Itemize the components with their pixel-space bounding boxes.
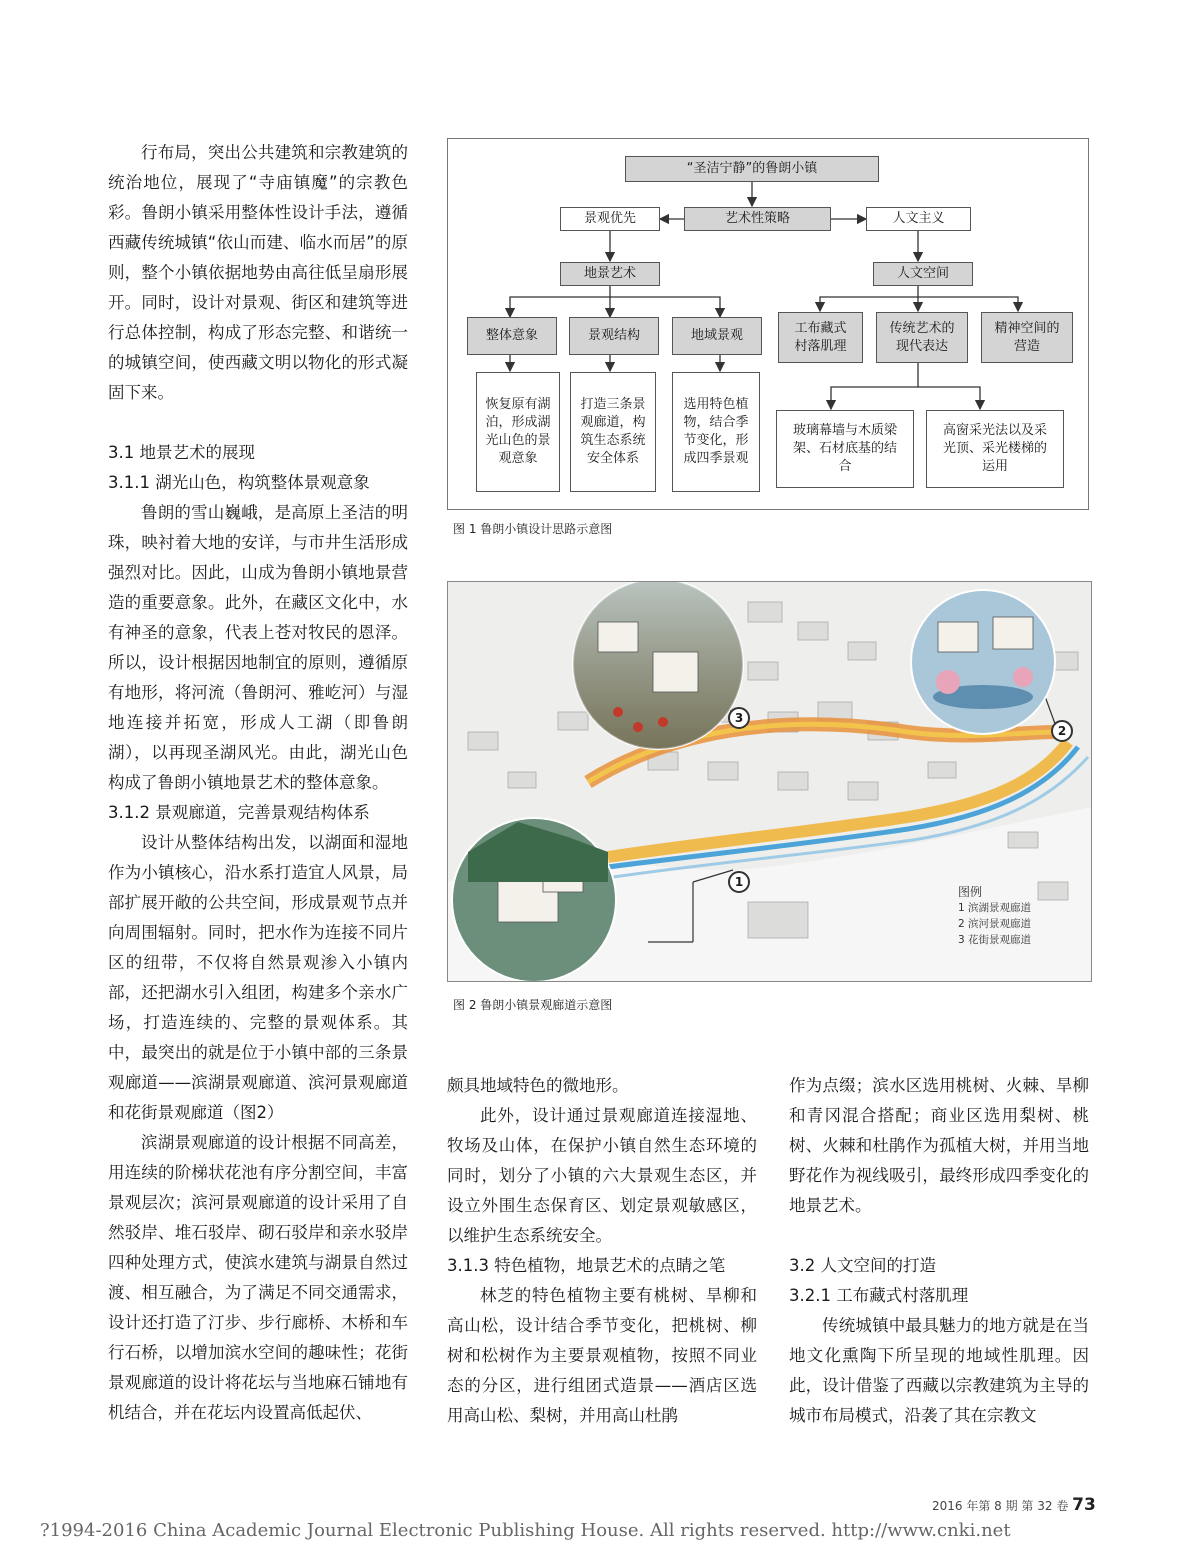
- figure-2-caption: 图 2 鲁朗小镇景观廊道示意图: [453, 998, 613, 1012]
- legend-item-2: 2 滨河景观廊道: [958, 918, 1032, 930]
- diagram-desc-high-window: 高窗采光法以及采光顶、采光楼梯的运用: [926, 410, 1064, 488]
- legend-item-3: 3 花街景观廊道: [958, 934, 1032, 946]
- body-paragraph: 行布局，突出公共建筑和宗教建筑的统治地位，展现了“寺庙镇魔”的宗教色彩。鲁朗小镇采用整体性设计手法，遵循西藏传统城镇“依山而建、临水而居”的原则，整个小镇依据地势由高往低呈扇形展开。同时，设计对景观、街区和建筑等进行总体控制，构成了形态完整、和谐统一的城镇空间，使西藏文明以物化的形式凝固下来。: [108, 143, 408, 402]
- callout-badge-1: 1: [728, 871, 750, 893]
- text-column-middle: [447, 1071, 757, 1431]
- section-heading: 3.1.1 湖光山色，构筑整体景观意象: [108, 473, 370, 492]
- body-paragraph: 设计从整体结构出发，以湖面和湿地作为小镇核心，沿水系打造宜人风景，局部扩展开敞的公共空间，形成景观节点并向周围辐射。同时，把水作为连接不同片区的纽带，不仅将自然景观渗入小镇内部，还把湖水引入组团，构建多个亲水广场，打造连续的、完整的景观体系。其中，最突出的就是位于小镇中部的三条景观廊道——滨湖景观廊道、滨河景观廊道和花街景观廊道（图2）: [108, 833, 408, 1122]
- diagram-top-node: “圣洁宁静”的鲁朗小镇: [625, 156, 879, 182]
- body-paragraph: 鲁朗的雪山巍峨，是高原上圣洁的明珠，映衬着大地的安详，与市井生活形成强烈对比。因此，山成为鲁朗小镇地景营造的重要意象。此外，在藏区文化中，水有神圣的意象，代表上苍对牧民的恩泽。所以，设计根据因地制宜的原则，遵循原有地形，将河流（鲁朗河、雅屹河）与湿地连接并拓宽，形成人工湖（即鲁朗湖），以再现圣湖风光。由此，湖光山色构成了鲁朗小镇地景艺术的整体意象。: [108, 503, 408, 792]
- diagram-desc-overall-image: 恢复原有湖泊，形成湖光山色的景观意象: [476, 372, 560, 492]
- paragraph-spacer: [789, 1221, 1089, 1251]
- diagram-node-overall-image: 整体意象: [467, 317, 557, 355]
- diagram-desc-regional-landscape: 选用特色植物，结合季节变化，形成四季景观: [672, 372, 760, 492]
- copyright-line: ?1994-2016 China Academic Journal Electronic Publishing House. All rights reserved. http://www.cnki.net: [40, 1520, 1011, 1541]
- continued-paragraph: 颇具地域特色的微地形。: [447, 1076, 629, 1095]
- diagram-human-space-node: 人文空间: [873, 262, 973, 286]
- body-paragraph: 此外，设计通过景观廊道连接湿地、牧场及山体，在保护小镇自然生态环境的同时，划分了小镇的六大景观生态区，并设立外围生态保育区、划定景观敏感区，以维护生态系统安全。: [447, 1106, 757, 1245]
- section-heading: 3.1.2 景观廊道，完善景观结构体系: [108, 803, 370, 822]
- text-column-left: [108, 138, 408, 1428]
- diagram-node-landscape-structure: 景观结构: [569, 317, 659, 355]
- section-heading: 3.2 人文空间的打造: [789, 1256, 936, 1275]
- figure-2-legend: [958, 884, 1031, 948]
- figure-1-caption: 图 1 鲁朗小镇设计思路示意图: [453, 522, 613, 536]
- callout-badge-2: 2: [1051, 720, 1073, 742]
- diagram-land-art-node: 地景艺术: [560, 262, 660, 286]
- text-column-right: [789, 1071, 1089, 1431]
- section-heading: 3.2.1 工布藏式村落肌理: [789, 1286, 969, 1305]
- diagram-strategy-node: 艺术性策略: [684, 207, 831, 231]
- page-footer: [932, 1495, 1096, 1515]
- diagram-desc-glass-curtain: 玻璃幕墙与木质梁架、石材底基的结合: [776, 410, 914, 488]
- diagram-node-village-texture: 工布藏式村落肌理: [778, 312, 863, 363]
- section-heading: 3.1.3 特色植物，地景艺术的点睛之笔: [447, 1256, 726, 1275]
- body-paragraph: 滨湖景观廊道的设计根据不同高差，用连续的阶梯状花池有序分割空间，丰富景观层次；滨河景观廊道的设计采用了自然驳岸、堆石驳岸、砌石驳岸和亲水驳岸四种处理方式，使滨水建筑与湖景自然过渡、相互融合，为了满足不同交通需求，设计还打造了汀步、步行廊桥、木桥和车行石桥，以增加滨水空间的趣味性；花街景观廊道的设计将花坛与当地麻石铺地有机结合，并在花坛内设置高低起伏、: [108, 1133, 408, 1422]
- diagram-landscape-priority-node: 景观优先: [560, 207, 660, 231]
- page-number: 73: [1072, 1495, 1096, 1515]
- legend-item-1: 1 滨湖景观廊道: [958, 902, 1032, 914]
- diagram-node-regional-landscape: 地域景观: [672, 317, 762, 355]
- issue-info: 2016 年第 8 期 第 32 卷: [932, 1499, 1069, 1513]
- diagram-desc-landscape-structure: 打造三条景观廊道，构筑生态系统安全体系: [570, 372, 656, 492]
- continued-paragraph: 作为点缀；滨水区选用桃树、火棘、旱柳和青冈混合搭配；商业区选用梨树、桃树、火棘和杜鹃作为孤植大树，并用当地野花作为视线吸引，最终形成四季变化的地景艺术。: [789, 1076, 1089, 1215]
- diagram-node-modern-expression: 传统艺术的现代表达: [876, 312, 968, 363]
- figure-1-diagram: [447, 138, 1089, 510]
- diagram-node-spiritual-space: 精神空间的营造: [981, 312, 1073, 363]
- body-paragraph: 传统城镇中最具魅力的地方就是在当地文化熏陶下所呈现的地域性肌理。因此，设计借鉴了西藏以宗教建筑为主导的城市布局模式，沿袭了其在宗教文: [789, 1316, 1089, 1425]
- body-paragraph: 林芝的特色植物主要有桃树、旱柳和高山松，设计结合季节变化，把桃树、柳树和松树作为主要景观植物，按照不同业态的分区，进行组团式造景——酒店区选用高山松、梨树，并用高山杜鹃: [447, 1286, 757, 1425]
- section-heading: 3.1 地景艺术的展现: [108, 443, 255, 462]
- diagram-humanism-node: 人文主义: [866, 207, 971, 231]
- callout-badge-3: 3: [728, 707, 750, 729]
- legend-title: 图例: [958, 885, 983, 899]
